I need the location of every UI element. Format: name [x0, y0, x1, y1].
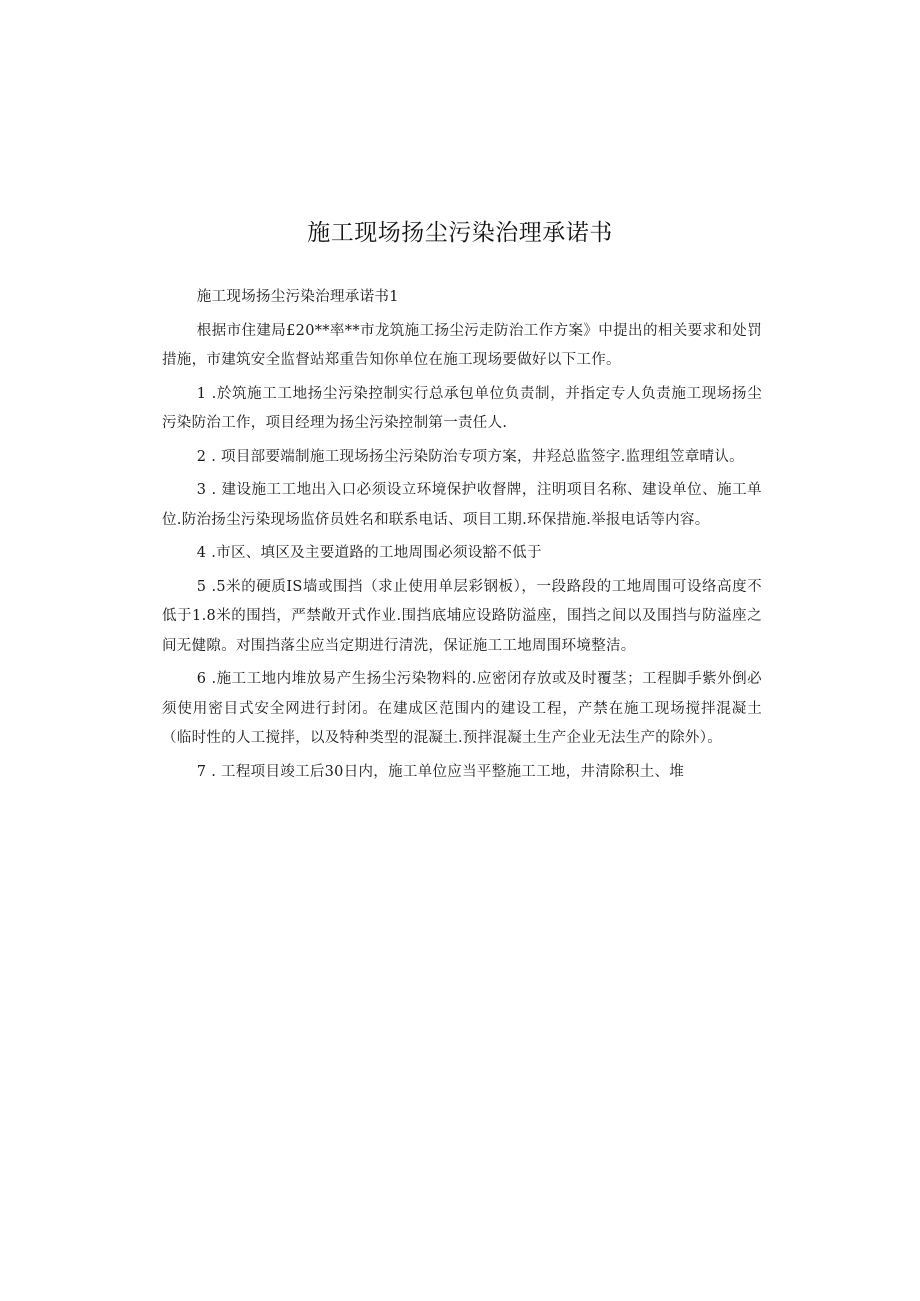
paragraph-item-1: 1 .於筑施工工地扬尘污染控制实行总承包单位负责制，并指定专人负责施工现场扬尘污染防治工作，项目经理为扬尘污染控制第一责任人.: [162, 385, 762, 431]
paragraph-item-5: 5 .5米的硬质IS墙或围挡（求止使用单层彩钢板），一段路段的工地周围可设络高度不低于1.8米的围挡，严禁敞开式作业.围挡底埔应设路防溢座，围挡之间以及围挡与防溢座之间无健隙。对围挡落尘应当定期进行清洗，保证施工工地周围环境整洁。: [162, 578, 762, 654]
paragraph-item-7: 7 . 工程项目竣工后30日内，施工单位应当平整施工工地，井清除积土、堆: [196, 763, 685, 780]
document-body: [162, 283, 762, 787]
paragraph-heading: 施工现场扬尘污染治理承诺书1: [196, 289, 399, 305]
paragraph-item-4: 4 .市区、填区及主要道路的工地周围必须设豁不低于: [196, 545, 542, 561]
document-title: 施工现场扬尘污染治理承诺书: [307, 220, 613, 246]
paragraph-item-3: 3 . 建设施工工地出入口必须设立环境保护收督牌，注明项目名称、建设单位、施工单位.防治扬尘污染现场监侪员姓名和联系电话、项目工期.环保措施.举报电话等内容。: [162, 482, 762, 528]
paragraph-intro: 根据市住建局£20**率**市龙筑施工扬尘污走防治工作方案》中提出的相关要求和处罚措施，市建筑安全监督站郑重告知你单位在施工现场要做好以下工作。: [162, 322, 762, 368]
paragraph-item-2: 2 . 项目部要端制施工现场扬尘污染防治专项方案，井羟总监签字.监理组笠章晴认。: [196, 448, 744, 465]
paragraph-item-6: 6 .施工工地内堆放易产生扬尘污染物料的.应密闭存放或及时覆茎；工程脚手紫外倒必须使用密目式安全网进行封闭。在建成区范围内的建设工程，产禁在施工现场搅拌混凝土（临时性的人工搅拌，以及特种类型的混凝土.预拌混凝土生产企业无法生产的除外）。: [162, 671, 762, 746]
